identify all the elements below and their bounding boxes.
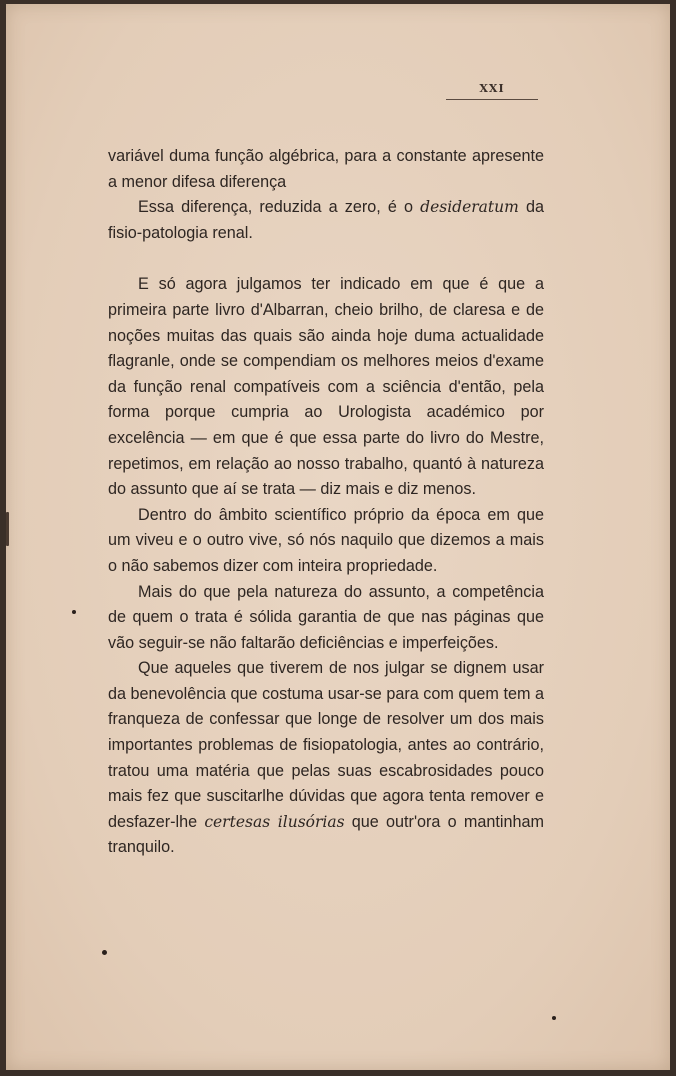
- page-number: XXI: [446, 82, 538, 100]
- paragraph-text: variável duma função algébrica, para a constante apresente a menor difesa diferença: [108, 147, 544, 191]
- ink-spot: [72, 610, 76, 614]
- book-page: [6, 4, 670, 1070]
- ink-spot: [102, 950, 107, 955]
- paragraph-text: Que aqueles que tiverem de nos julgar se dignem usar da benevolência que costuma usar-se para com quem tem a franqueza de confessar que longe de resolver um dos mais importantes problemas de fisiopatologia, antes ao contrário, tratou uma matéria que pelas suas escabrosidades pouco mais fez que suscitarlhe dúvidas que agora tenta remover e desfazer-lhe: [108, 659, 544, 831]
- paragraph-text: da fisio-patologia renal.: [108, 198, 544, 242]
- paragraph-gap: [108, 246, 544, 272]
- paragraph-text: Mais do que pela natureza do assunto, a competência de quem o trata é sólida garantia de que nas páginas que vão seguir-se não faltarão deficiências e imperfeições.: [108, 582, 544, 652]
- ink-spot: [552, 1016, 556, 1020]
- paragraph: [108, 272, 544, 502]
- paragraph: [108, 656, 544, 861]
- binding-thread: [6, 512, 9, 546]
- paragraph-text: que outr'ora o mantinham tranquilo.: [108, 812, 544, 857]
- paragraph: [108, 580, 544, 657]
- italic-text: desideratum: [420, 198, 519, 217]
- paragraph: [108, 144, 544, 195]
- body-text: [108, 144, 544, 861]
- italic-text: certesas ilusórias: [204, 812, 345, 831]
- paragraph-text: Dentro do âmbito scientífico próprio da época em que um viveu e o outro vive, só nós naquilo que dizemos a mais o não sabemos dizer com inteira propriedade.: [108, 505, 544, 575]
- paragraph-text: E só agora julgamos ter indicado em que é que a primeira parte livro d'Albarran, cheio brilho, de claresa e de noções muitas das quais são ainda hoje duma actualidade flagranle, onde se compendiam os melhores meios d'exame da função renal compatíveis com a sciência d'então, pela forma porque cumpria ao Urologista académico por excelência — em que é que essa parte do livro do Mestre, repetimos, em relação ao nosso trabalho, quantó à natureza do assunto que aí se trata — diz mais e diz menos.: [108, 275, 544, 499]
- paragraph: [108, 195, 544, 246]
- paragraph: [108, 503, 544, 580]
- paragraph-text: Essa diferença, reduzida a zero, é o: [138, 198, 421, 217]
